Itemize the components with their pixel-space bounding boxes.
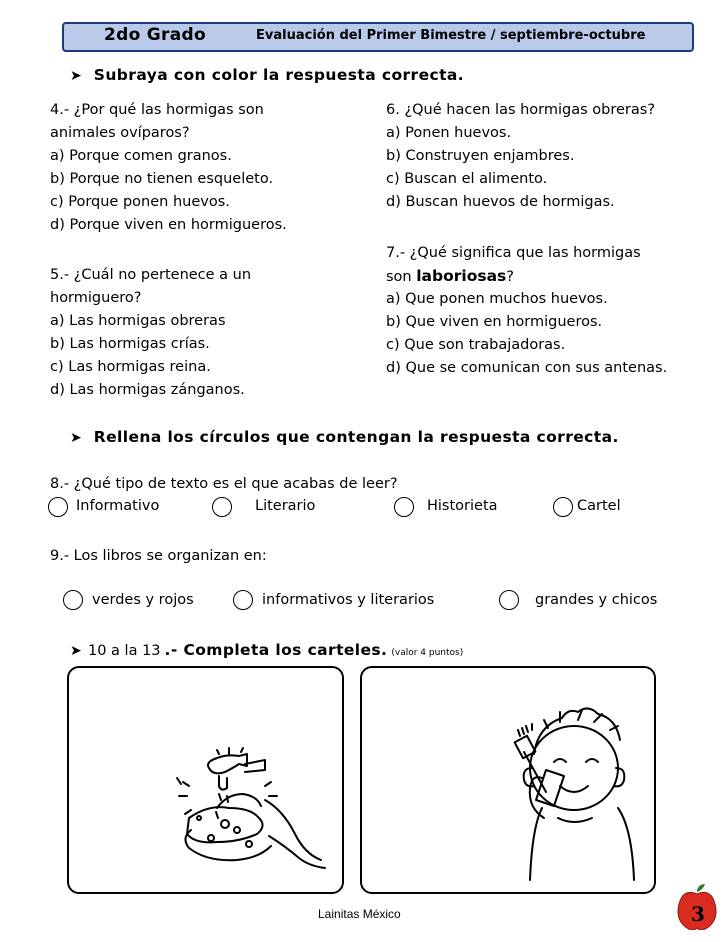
option-label-verdes-rojos: verdes y rojos: [92, 592, 194, 608]
page-number: 3: [691, 902, 705, 926]
question-7-line2-pre: son: [386, 269, 417, 285]
option-label-historieta: Historieta: [427, 498, 498, 514]
arrow-bullet-icon: ➤: [70, 643, 82, 659]
question-6-line1: 6. ¿Qué hacen las hormigas obreras?: [386, 102, 656, 118]
exam-title: Evaluación del Primer Bimestre / septiembre-octubre: [256, 28, 646, 43]
option-circle-literario[interactable]: [212, 497, 232, 517]
option-circle-historieta[interactable]: [394, 497, 414, 517]
answer-6b[interactable]: b) Construyen enjambres.: [386, 148, 575, 164]
footer-text: Lainitas México: [318, 907, 401, 921]
instruction-fill-circles: [70, 428, 619, 446]
instruction-text: .- Completa los carteles.: [164, 641, 388, 659]
sign-frame-toothbrushing[interactable]: [360, 666, 656, 894]
answer-4c[interactable]: c) Porque ponen huevos.: [50, 194, 230, 210]
option-circle-informativo[interactable]: [48, 497, 68, 517]
question-5: [50, 264, 251, 402]
answer-5a[interactable]: a) Las hormigas obreras: [50, 313, 226, 329]
question-4-line2: animales ovíparos?: [50, 125, 190, 141]
hand-washing-drawing: [69, 668, 342, 892]
question-7-line2-post: ?: [506, 269, 514, 285]
option-label-informativos-literarios: informativos y literarios: [262, 592, 435, 608]
option-circle-verdes-rojos[interactable]: [63, 590, 83, 610]
question-4-line1: 4.- ¿Por qué las hormigas son: [50, 102, 264, 118]
question-4: [50, 99, 287, 237]
answer-6d[interactable]: d) Buscan huevos de hormigas.: [386, 194, 615, 210]
answer-4d[interactable]: d) Porque viven en hormigueros.: [50, 217, 287, 233]
option-label-literario: Literario: [255, 498, 316, 514]
arrow-bullet-icon: ➤: [70, 430, 83, 446]
instruction-text: Subraya con color la respuesta correcta.: [93, 66, 465, 84]
question-6: [386, 99, 655, 214]
instruction-text: Rellena los círculos que contengan la respuesta correcta.: [93, 428, 619, 446]
question-7-line2: [386, 265, 667, 288]
question-range: 10 a la 13: [88, 643, 161, 659]
answer-7a[interactable]: a) Que ponen muchos huevos.: [386, 291, 608, 307]
sign-frame-handwashing[interactable]: [67, 666, 344, 894]
question-7-line1: 7.- ¿Qué significa que las hormigas: [386, 245, 641, 261]
answer-7b[interactable]: b) Que viven en hormigueros.: [386, 314, 603, 330]
question-8: 8.- ¿Qué tipo de texto es el que acabas de leer?: [50, 476, 398, 492]
grade-label: 2do Grado: [104, 25, 206, 45]
instruction-complete-signs: [70, 640, 463, 659]
answer-4a[interactable]: a) Porque comen granos.: [50, 148, 232, 164]
arrow-bullet-icon: ➤: [70, 68, 83, 84]
answer-6a[interactable]: a) Ponen huevos.: [386, 125, 512, 141]
option-label-informativo: Informativo: [76, 498, 160, 514]
option-label-cartel: Cartel: [577, 498, 621, 514]
question-9: 9.- Los libros se organizan en:: [50, 548, 267, 564]
option-circle-cartel[interactable]: [553, 497, 573, 517]
tooth-brushing-drawing: [362, 668, 654, 892]
answer-5d[interactable]: d) Las hormigas zánganos.: [50, 382, 245, 398]
answer-7d[interactable]: d) Que se comunican con sus antenas.: [386, 360, 668, 376]
option-circle-grandes-chicos[interactable]: [499, 590, 519, 610]
points-note: (valor 4 puntos): [391, 648, 464, 658]
option-label-grandes-chicos: grandes y chicos: [535, 592, 658, 608]
answer-5c[interactable]: c) Las hormigas reina.: [50, 359, 211, 375]
instruction-underline: [70, 66, 464, 84]
answer-7c[interactable]: c) Que son trabajadoras.: [386, 337, 566, 353]
question-7: [386, 242, 667, 380]
option-circle-informativos-literarios[interactable]: [233, 590, 253, 610]
answer-4b[interactable]: b) Porque no tienen esqueleto.: [50, 171, 274, 187]
keyword-laboriosas: laboriosas: [416, 267, 507, 285]
answer-5b[interactable]: b) Las hormigas crías.: [50, 336, 210, 352]
question-5-line2: hormiguero?: [50, 290, 142, 306]
answer-6c[interactable]: c) Buscan el alimento.: [386, 171, 548, 187]
question-5-line1: 5.- ¿Cuál no pertenece a un: [50, 267, 252, 283]
